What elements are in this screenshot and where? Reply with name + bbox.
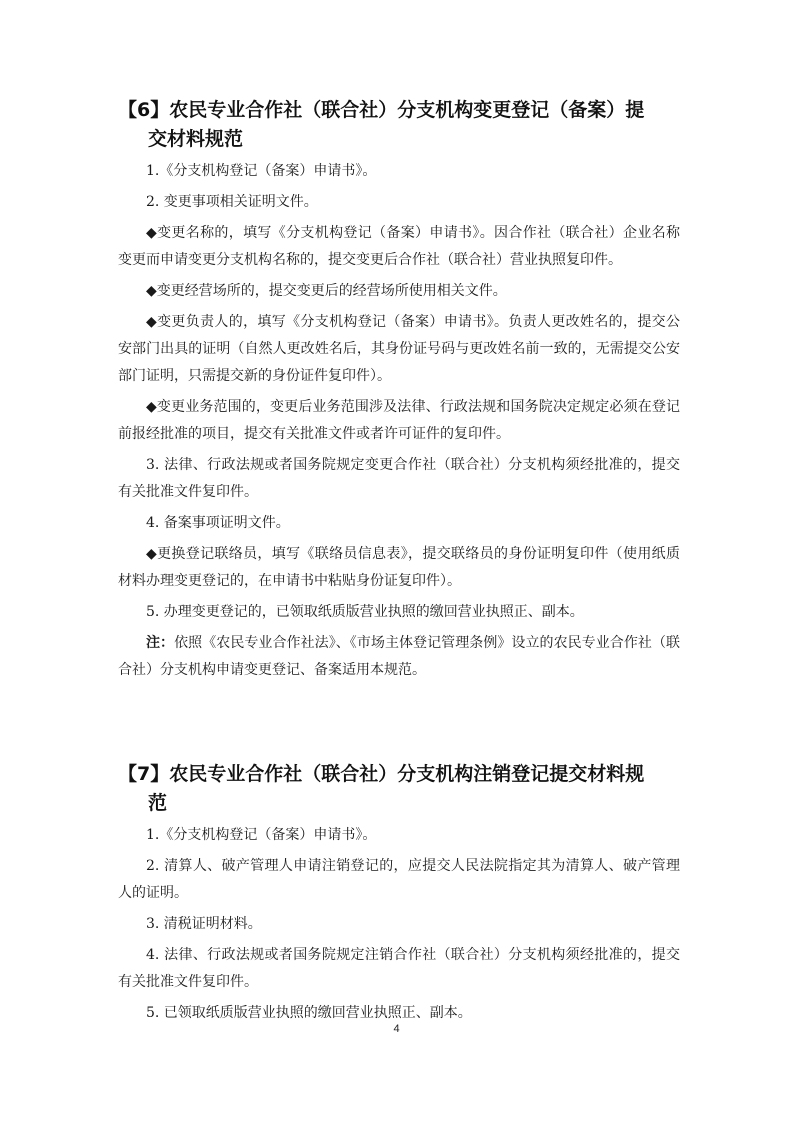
paragraph: 5. 已领取纸质版营业执照的缴回营业执照正、副本。	[146, 1005, 472, 1021]
paragraph: 4. 备案事项证明文件。	[146, 515, 290, 531]
page-number: 4	[393, 1023, 400, 1035]
paragraph: 5. 办理变更登记的，已领取纸质版营业执照的缴回营业执照正、副本。	[146, 604, 584, 620]
note-label: 注：	[146, 635, 175, 651]
paragraph: 1.《分支机构登记（备案）申请书》。	[146, 163, 377, 179]
section-6-heading-line1: 【6】农民专业合作社（联合社）分支机构变更登记（备案）提	[118, 99, 645, 121]
paragraph: ◆变更负责人的，填写《分支机构登记（备案）申请书》。负责人更改姓名的，提交公安部门出具的证明（自然人更改姓名后，其身份证号码与更改姓名前一致的，无需提交公安部门证明，只需提交新的身份证件复印件）。	[118, 314, 680, 384]
paragraph: 4. 法律、行政法规或者国务院规定注销合作社（联合社）分支机构须经批准的，提交有关批准文件复印件。	[118, 947, 680, 990]
section-7	[118, 760, 680, 1031]
paragraph: ◆变更经营场所的，提交变更后的经营场所使用相关文件。	[146, 283, 507, 299]
paragraph: 1.《分支机构登记（备案）申请书》。	[146, 827, 377, 843]
paragraph: 3. 法律、行政法规或者国务院规定变更合作社（联合社）分支机构须经批准的，提交有关批准文件复印件。	[118, 457, 680, 500]
section-7-heading-line2: 范	[148, 792, 168, 814]
section-7-heading	[118, 760, 680, 818]
section-6	[118, 96, 680, 688]
paragraph: 2. 变更事项相关证明文件。	[146, 194, 318, 210]
paragraph: ◆变更业务范围的，变更后业务范围涉及法律、行政法规和国务院决定规定必须在登记前报经批准的项目，提交有关批准文件或者许可证件的复印件。	[118, 399, 680, 442]
note-text: 依照《农民专业合作社法》、《市场主体登记管理条例》设立的农民专业合作社（联合社）分支机构申请变更登记、备案适用本规范。	[118, 635, 681, 678]
note-paragraph	[118, 630, 680, 684]
paragraph: ◆更换登记联络员，填写《联络员信息表》，提交联络员的身份证明复印件（使用纸质材料办理变更登记的，在申请书中粘贴身份证复印件）。	[118, 546, 680, 589]
paragraph: 2. 清算人、破产管理人申请注销登记的，应提交人民法院指定其为清算人、破产管理人的证明。	[118, 858, 680, 901]
paragraph: 3. 清税证明材料。	[146, 916, 262, 932]
section-7-heading-line1: 【7】农民专业合作社（联合社）分支机构注销登记提交材料规	[118, 763, 645, 785]
section-6-heading-line2: 交材料规范	[148, 128, 244, 150]
section-6-heading	[118, 96, 680, 154]
paragraph: ◆变更名称的，填写《分支机构登记（备案）申请书》。因合作社（联合社）企业名称变更而申请变更分支机构名称的，提交变更后合作社（联合社）营业执照复印件。	[118, 225, 680, 268]
